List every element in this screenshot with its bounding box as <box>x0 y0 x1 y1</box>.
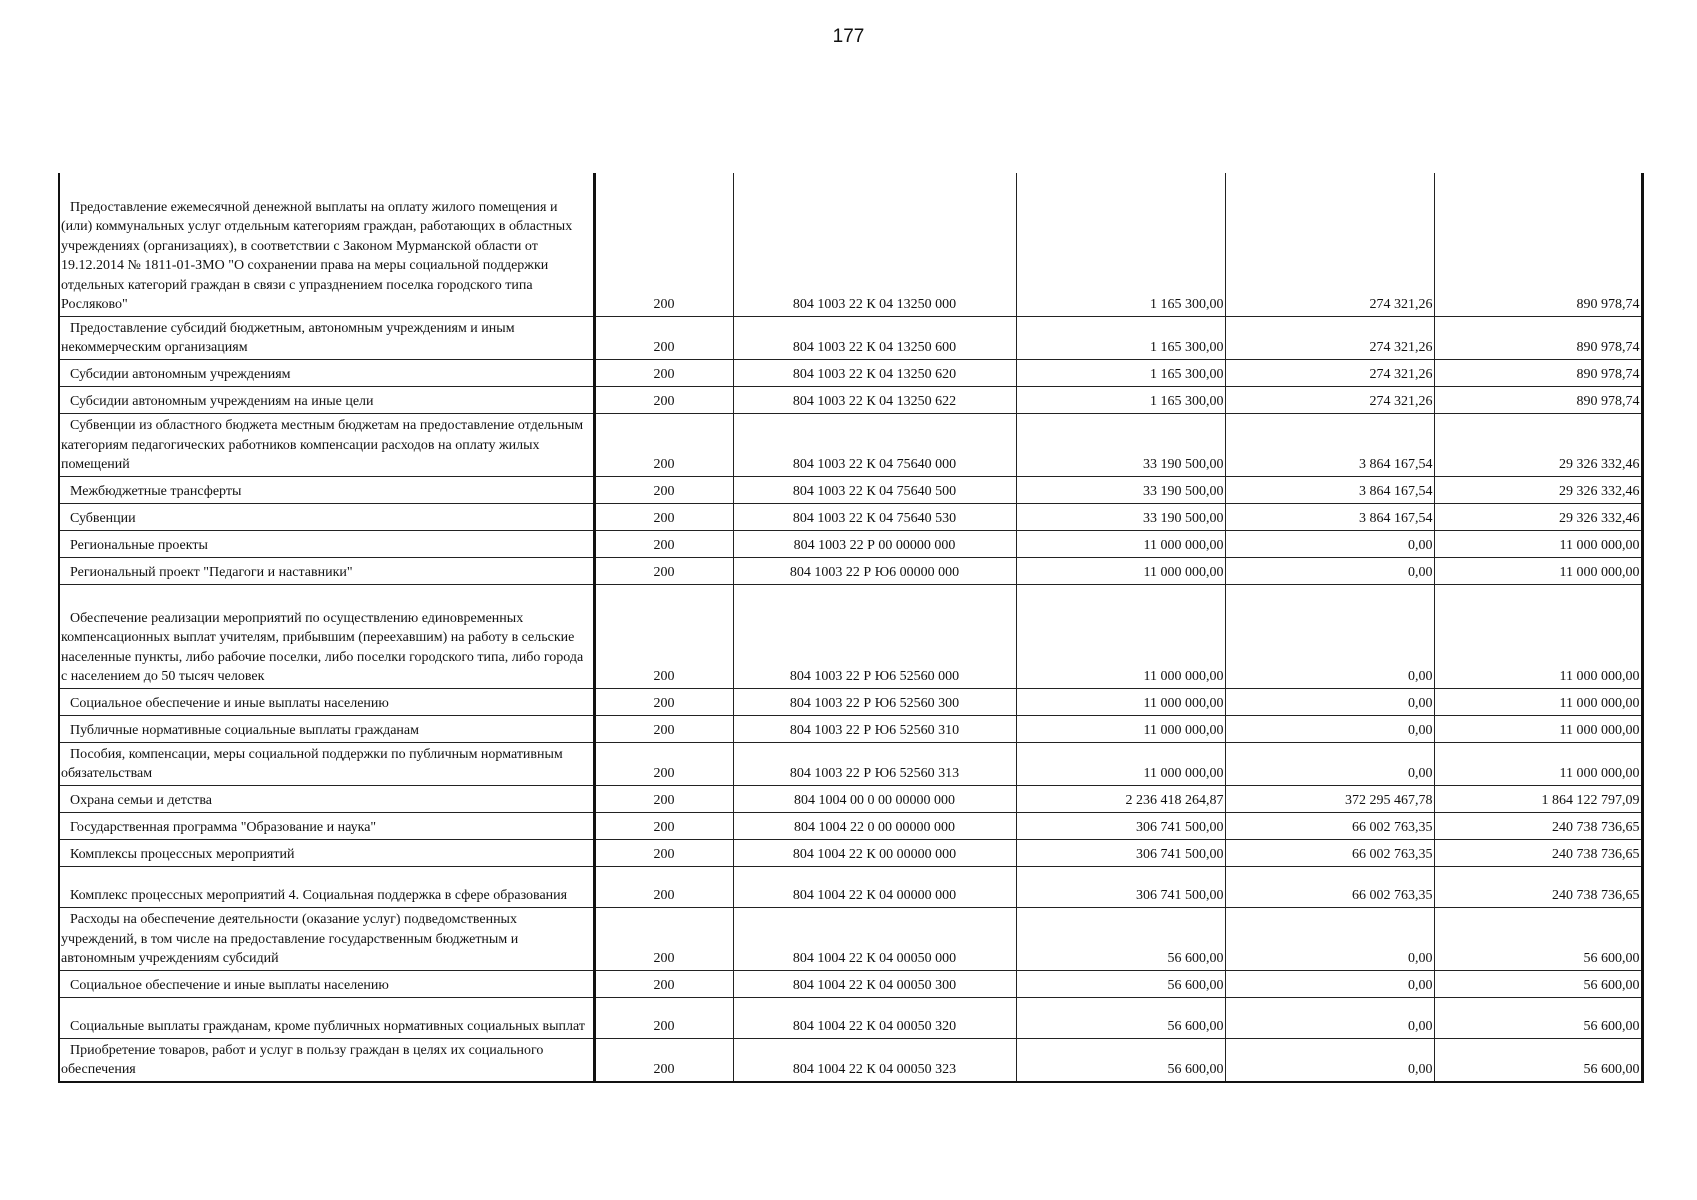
row-approved-cell <box>1016 557 1225 584</box>
row-kbk: 804 1003 22 Р Ю6 00000 000 <box>789 565 960 580</box>
row-name: Предоставление ежемесячной денежной выплаты на оплату жилого помещения и (или) коммунальных услуг отдельным категориям граждан, работающих в областных учреждениях (организациях), в соответствии с Законом Мурманской области от 19.12.2014 № 1811-01-ЗМО "О сохранении права на меры социальной поддержки отдельных категорий граждан в связи с упразднением поселка городского типа Росляково" <box>61 199 573 312</box>
row-executed-cell <box>1225 557 1434 584</box>
row-executed: 372 295 467,78 <box>1345 793 1433 808</box>
row-approved-cell <box>1016 530 1225 557</box>
row-kbk-cell <box>733 584 1016 688</box>
row-name-cell <box>59 530 594 557</box>
row-code: 200 <box>653 457 675 472</box>
row-approved-cell <box>1016 688 1225 715</box>
row-remaining-cell <box>1434 386 1642 413</box>
row-name: Приобретение товаров, работ и услуг в пользу граждан в целях их социального обеспечения <box>61 1042 544 1077</box>
row-name: Пособия, компенсации, меры социальной поддержки по публичным нормативным обязательствам <box>61 746 563 781</box>
row-kbk: 804 1004 22 К 04 00000 000 <box>792 888 957 903</box>
row-executed-cell <box>1225 584 1434 688</box>
row-kbk: 804 1003 22 К 04 75640 500 <box>792 484 957 499</box>
row-remaining: 11 000 000,00 <box>1559 766 1640 781</box>
row-approved-cell <box>1016 785 1225 812</box>
row-executed: 0,00 <box>1408 1062 1433 1077</box>
row-approved: 11 000 000,00 <box>1143 565 1224 580</box>
row-approved-cell <box>1016 1038 1225 1082</box>
row-code-cell <box>594 413 733 476</box>
row-remaining-cell <box>1434 839 1642 866</box>
table-row <box>59 503 1642 530</box>
row-approved-cell <box>1016 970 1225 997</box>
row-code-cell <box>594 557 733 584</box>
row-executed-cell <box>1225 1038 1434 1082</box>
table-row <box>59 386 1642 413</box>
row-executed-cell <box>1225 997 1434 1038</box>
row-approved-cell <box>1016 173 1225 316</box>
row-kbk-cell <box>733 413 1016 476</box>
row-approved: 33 190 500,00 <box>1143 511 1224 526</box>
table-row <box>59 584 1642 688</box>
row-executed-cell <box>1225 530 1434 557</box>
row-executed: 3 864 167,54 <box>1359 457 1433 472</box>
row-approved: 11 000 000,00 <box>1143 538 1224 553</box>
row-executed: 0,00 <box>1408 723 1433 738</box>
row-kbk: 804 1004 22 К 04 00050 000 <box>792 951 957 966</box>
row-code-cell <box>594 839 733 866</box>
row-code-cell <box>594 173 733 316</box>
row-code: 200 <box>653 297 675 312</box>
row-remaining: 11 000 000,00 <box>1559 538 1640 553</box>
row-executed: 274 321,26 <box>1369 340 1433 355</box>
row-remaining: 890 978,74 <box>1576 367 1640 382</box>
row-code-cell <box>594 476 733 503</box>
row-code-cell <box>594 715 733 742</box>
row-name-cell <box>59 476 594 503</box>
row-code: 200 <box>653 820 675 835</box>
row-code: 200 <box>653 723 675 738</box>
row-name-cell <box>59 997 594 1038</box>
row-name-cell <box>59 413 594 476</box>
row-code: 200 <box>653 1019 675 1034</box>
row-remaining-cell <box>1434 557 1642 584</box>
row-name-cell <box>59 742 594 785</box>
row-kbk: 804 1003 22 Р 00 00000 000 <box>793 538 956 553</box>
table-row <box>59 715 1642 742</box>
row-kbk: 804 1004 00 0 00 00000 000 <box>794 793 955 808</box>
row-kbk: 804 1003 22 К 04 75640 530 <box>792 511 957 526</box>
row-code: 200 <box>653 888 675 903</box>
row-name: Обеспечение реализации мероприятий по осуществлению единовременных компенсационных выплат учителям, прибывшим (переехавшим) на работу в сельские населенные пункты, либо рабочие поселки, либо поселки городского типа, либо города с населением до 50 тысяч человек <box>61 610 584 684</box>
row-name-cell <box>59 503 594 530</box>
table-row <box>59 742 1642 785</box>
row-kbk-cell <box>733 316 1016 359</box>
row-remaining-cell <box>1434 1038 1642 1082</box>
row-code-cell <box>594 785 733 812</box>
row-name-cell <box>59 907 594 970</box>
row-code: 200 <box>653 538 675 553</box>
row-name-cell <box>59 557 594 584</box>
row-name: Межбюджетные трансферты <box>70 484 242 499</box>
row-code: 200 <box>653 669 675 684</box>
row-code: 200 <box>653 847 675 862</box>
row-approved: 33 190 500,00 <box>1143 457 1224 472</box>
row-executed: 274 321,26 <box>1369 297 1433 312</box>
row-name-cell <box>59 866 594 907</box>
row-executed-cell <box>1225 316 1434 359</box>
row-code: 200 <box>653 484 675 499</box>
row-remaining-cell <box>1434 742 1642 785</box>
row-kbk-cell <box>733 866 1016 907</box>
row-code: 200 <box>653 394 675 409</box>
row-approved-cell <box>1016 866 1225 907</box>
row-approved-cell <box>1016 715 1225 742</box>
table-row <box>59 970 1642 997</box>
row-approved-cell <box>1016 413 1225 476</box>
row-remaining: 56 600,00 <box>1583 1019 1640 1034</box>
row-executed-cell <box>1225 476 1434 503</box>
row-name-cell <box>59 316 594 359</box>
row-kbk-cell <box>733 839 1016 866</box>
row-code-cell <box>594 812 733 839</box>
row-name-cell <box>59 839 594 866</box>
table-row <box>59 812 1642 839</box>
row-name-cell <box>59 386 594 413</box>
row-remaining: 11 000 000,00 <box>1559 565 1640 580</box>
row-kbk: 804 1003 22 Р Ю6 52560 310 <box>789 723 960 738</box>
row-kbk-cell <box>733 742 1016 785</box>
row-kbk-cell <box>733 530 1016 557</box>
row-name-cell <box>59 359 594 386</box>
row-remaining: 240 738 736,65 <box>1552 847 1640 862</box>
row-remaining: 890 978,74 <box>1576 394 1640 409</box>
row-kbk-cell <box>733 907 1016 970</box>
row-approved-cell <box>1016 997 1225 1038</box>
table-row <box>59 173 1642 316</box>
row-remaining-cell <box>1434 785 1642 812</box>
row-remaining-cell <box>1434 316 1642 359</box>
row-approved-cell <box>1016 812 1225 839</box>
row-remaining-cell <box>1434 997 1642 1038</box>
row-code-cell <box>594 742 733 785</box>
row-executed-cell <box>1225 413 1434 476</box>
row-approved: 2 236 418 264,87 <box>1125 793 1224 808</box>
row-executed-cell <box>1225 173 1434 316</box>
row-kbk-cell <box>733 503 1016 530</box>
row-approved-cell <box>1016 359 1225 386</box>
row-code: 200 <box>653 1062 675 1077</box>
row-kbk: 804 1003 22 К 04 13250 600 <box>792 340 957 355</box>
row-approved: 56 600,00 <box>1167 978 1224 993</box>
row-remaining-cell <box>1434 173 1642 316</box>
row-code: 200 <box>653 565 675 580</box>
row-executed-cell <box>1225 907 1434 970</box>
table-row <box>59 997 1642 1038</box>
row-approved-cell <box>1016 476 1225 503</box>
row-executed: 0,00 <box>1408 766 1433 781</box>
row-name: Государственная программа "Образование и наука" <box>70 820 377 835</box>
row-name-cell <box>59 173 594 316</box>
row-remaining: 56 600,00 <box>1583 1062 1640 1077</box>
row-executed: 66 002 763,35 <box>1352 820 1433 835</box>
row-executed: 3 864 167,54 <box>1359 511 1433 526</box>
row-executed-cell <box>1225 386 1434 413</box>
table-row <box>59 907 1642 970</box>
row-remaining: 29 326 332,46 <box>1559 457 1640 472</box>
row-remaining: 11 000 000,00 <box>1559 669 1640 684</box>
row-code-cell <box>594 970 733 997</box>
row-remaining: 240 738 736,65 <box>1552 888 1640 903</box>
row-remaining: 29 326 332,46 <box>1559 484 1640 499</box>
row-remaining: 11 000 000,00 <box>1559 696 1640 711</box>
row-executed: 0,00 <box>1408 696 1433 711</box>
row-approved-cell <box>1016 839 1225 866</box>
row-name: Социальное обеспечение и иные выплаты населению <box>70 696 389 711</box>
row-approved-cell <box>1016 742 1225 785</box>
row-kbk-cell <box>733 386 1016 413</box>
row-approved-cell <box>1016 907 1225 970</box>
row-remaining-cell <box>1434 688 1642 715</box>
row-code-cell <box>594 359 733 386</box>
row-approved-cell <box>1016 386 1225 413</box>
table-row <box>59 839 1642 866</box>
row-code-cell <box>594 503 733 530</box>
table-row <box>59 476 1642 503</box>
row-kbk: 804 1003 22 К 04 13250 622 <box>792 394 957 409</box>
row-kbk: 804 1003 22 К 04 75640 000 <box>792 457 957 472</box>
row-executed-cell <box>1225 970 1434 997</box>
row-remaining-cell <box>1434 866 1642 907</box>
row-kbk: 804 1004 22 К 04 00050 323 <box>792 1062 957 1077</box>
row-approved: 11 000 000,00 <box>1143 766 1224 781</box>
row-remaining-cell <box>1434 715 1642 742</box>
row-remaining: 1 864 122 797,09 <box>1541 793 1640 808</box>
row-approved: 11 000 000,00 <box>1143 723 1224 738</box>
row-code: 200 <box>653 340 675 355</box>
row-executed: 0,00 <box>1408 978 1433 993</box>
row-code: 200 <box>653 367 675 382</box>
table-row <box>59 785 1642 812</box>
row-code-cell <box>594 316 733 359</box>
row-name-cell <box>59 785 594 812</box>
row-code-cell <box>594 1038 733 1082</box>
row-approved: 1 165 300,00 <box>1150 340 1224 355</box>
row-approved: 56 600,00 <box>1167 1019 1224 1034</box>
page-number: 177 <box>832 26 865 47</box>
row-kbk-cell <box>733 688 1016 715</box>
budget-table <box>58 173 1644 1083</box>
row-remaining: 890 978,74 <box>1576 340 1640 355</box>
row-name: Субвенции <box>70 511 136 526</box>
table-row <box>59 557 1642 584</box>
row-kbk-cell <box>733 997 1016 1038</box>
row-remaining-cell <box>1434 413 1642 476</box>
row-kbk-cell <box>733 476 1016 503</box>
row-code-cell <box>594 688 733 715</box>
row-name: Охрана семьи и детства <box>70 793 212 808</box>
row-name: Предоставление субсидий бюджетным, автономным учреждениям и иным некоммерческим организациям <box>61 320 515 355</box>
row-code: 200 <box>653 511 675 526</box>
row-code: 200 <box>653 951 675 966</box>
row-kbk: 804 1003 22 Р Ю6 52560 313 <box>789 766 960 781</box>
row-remaining: 890 978,74 <box>1576 297 1640 312</box>
row-name: Расходы на обеспечение деятельности (оказание услуг) подведомственных учреждений, в том числе на предоставление государственным бюджетным и автономным учреждениям субсидий <box>61 912 519 966</box>
table-row <box>59 359 1642 386</box>
row-kbk: 804 1004 22 К 00 00000 000 <box>792 847 957 862</box>
row-approved: 56 600,00 <box>1167 951 1224 966</box>
row-executed-cell <box>1225 688 1434 715</box>
row-name-cell <box>59 970 594 997</box>
row-kbk: 804 1003 22 К 04 13250 620 <box>792 367 957 382</box>
row-code: 200 <box>653 766 675 781</box>
row-remaining-cell <box>1434 530 1642 557</box>
row-name-cell <box>59 1038 594 1082</box>
row-approved: 1 165 300,00 <box>1150 394 1224 409</box>
row-kbk: 804 1004 22 К 04 00050 320 <box>792 1019 957 1034</box>
row-executed-cell <box>1225 866 1434 907</box>
row-name: Комплексы процессных мероприятий <box>70 847 295 862</box>
row-name: Публичные нормативные социальные выплаты гражданам <box>70 723 419 738</box>
row-code: 200 <box>653 696 675 711</box>
row-executed: 274 321,26 <box>1369 394 1433 409</box>
row-remaining: 29 326 332,46 <box>1559 511 1640 526</box>
row-name: Социальные выплаты гражданам, кроме публичных нормативных социальных выплат <box>70 1019 585 1034</box>
row-kbk: 804 1004 22 К 04 00050 300 <box>792 978 957 993</box>
row-kbk: 804 1003 22 Р Ю6 52560 300 <box>789 696 960 711</box>
row-approved: 1 165 300,00 <box>1150 297 1224 312</box>
row-kbk-cell <box>733 359 1016 386</box>
row-approved: 306 741 500,00 <box>1136 847 1224 862</box>
row-remaining-cell <box>1434 584 1642 688</box>
row-approved: 33 190 500,00 <box>1143 484 1224 499</box>
row-name-cell <box>59 812 594 839</box>
row-approved: 56 600,00 <box>1167 1062 1224 1077</box>
row-kbk-cell <box>733 715 1016 742</box>
row-executed-cell <box>1225 503 1434 530</box>
row-executed-cell <box>1225 785 1434 812</box>
row-name: Социальное обеспечение и иные выплаты населению <box>70 978 389 993</box>
row-name: Комплекс процессных мероприятий 4. Социальная поддержка в сфере образования <box>70 888 568 903</box>
row-approved-cell <box>1016 316 1225 359</box>
row-kbk-cell <box>733 812 1016 839</box>
row-remaining-cell <box>1434 812 1642 839</box>
row-code-cell <box>594 530 733 557</box>
row-name-cell <box>59 715 594 742</box>
row-remaining-cell <box>1434 907 1642 970</box>
row-approved-cell <box>1016 503 1225 530</box>
row-name: Региональные проекты <box>70 538 208 553</box>
row-executed-cell <box>1225 359 1434 386</box>
row-name: Региональный проект "Педагоги и наставники" <box>70 565 353 580</box>
row-executed: 3 864 167,54 <box>1359 484 1433 499</box>
row-approved: 306 741 500,00 <box>1136 888 1224 903</box>
row-executed: 0,00 <box>1408 669 1433 684</box>
table-row <box>59 688 1642 715</box>
row-approved: 306 741 500,00 <box>1136 820 1224 835</box>
row-code-cell <box>594 584 733 688</box>
row-executed: 274 321,26 <box>1369 367 1433 382</box>
row-executed-cell <box>1225 812 1434 839</box>
table-row <box>59 413 1642 476</box>
row-name-cell <box>59 688 594 715</box>
row-name: Субвенции из областного бюджета местным бюджетам на предоставление отдельным категориям педагогических работников компенсации расходов на оплату жилых помещений <box>61 418 584 472</box>
row-remaining: 56 600,00 <box>1583 951 1640 966</box>
table-row <box>59 866 1642 907</box>
row-kbk-cell <box>733 557 1016 584</box>
row-remaining: 56 600,00 <box>1583 978 1640 993</box>
row-code: 200 <box>653 978 675 993</box>
row-approved: 11 000 000,00 <box>1143 669 1224 684</box>
row-kbk-cell <box>733 785 1016 812</box>
row-executed: 0,00 <box>1408 1019 1433 1034</box>
row-kbk: 804 1003 22 К 04 13250 000 <box>792 297 957 312</box>
row-approved-cell <box>1016 584 1225 688</box>
row-executed: 0,00 <box>1408 538 1433 553</box>
row-kbk: 804 1004 22 0 00 00000 000 <box>794 820 955 835</box>
row-code-cell <box>594 866 733 907</box>
row-remaining: 240 738 736,65 <box>1552 820 1640 835</box>
row-remaining-cell <box>1434 476 1642 503</box>
row-kbk-cell <box>733 970 1016 997</box>
row-executed: 0,00 <box>1408 951 1433 966</box>
row-executed: 0,00 <box>1408 565 1433 580</box>
row-executed-cell <box>1225 715 1434 742</box>
row-code-cell <box>594 386 733 413</box>
row-name: Субсидии автономным учреждениям <box>70 367 291 382</box>
row-code: 200 <box>653 793 675 808</box>
row-name: Субсидии автономным учреждениям на иные цели <box>70 394 374 409</box>
row-executed-cell <box>1225 742 1434 785</box>
table-row <box>59 316 1642 359</box>
row-executed: 66 002 763,35 <box>1352 888 1433 903</box>
row-approved: 11 000 000,00 <box>1143 696 1224 711</box>
row-approved: 1 165 300,00 <box>1150 367 1224 382</box>
table-row <box>59 1038 1642 1082</box>
row-code-cell <box>594 907 733 970</box>
table-body <box>59 173 1642 1082</box>
row-kbk-cell <box>733 1038 1016 1082</box>
row-kbk-cell <box>733 173 1016 316</box>
row-kbk: 804 1003 22 Р Ю6 52560 000 <box>789 669 960 684</box>
row-remaining-cell <box>1434 359 1642 386</box>
table-row <box>59 530 1642 557</box>
row-executed: 66 002 763,35 <box>1352 847 1433 862</box>
row-remaining-cell <box>1434 503 1642 530</box>
row-name-cell <box>59 584 594 688</box>
row-executed-cell <box>1225 839 1434 866</box>
row-remaining-cell <box>1434 970 1642 997</box>
row-remaining: 11 000 000,00 <box>1559 723 1640 738</box>
row-code-cell <box>594 997 733 1038</box>
